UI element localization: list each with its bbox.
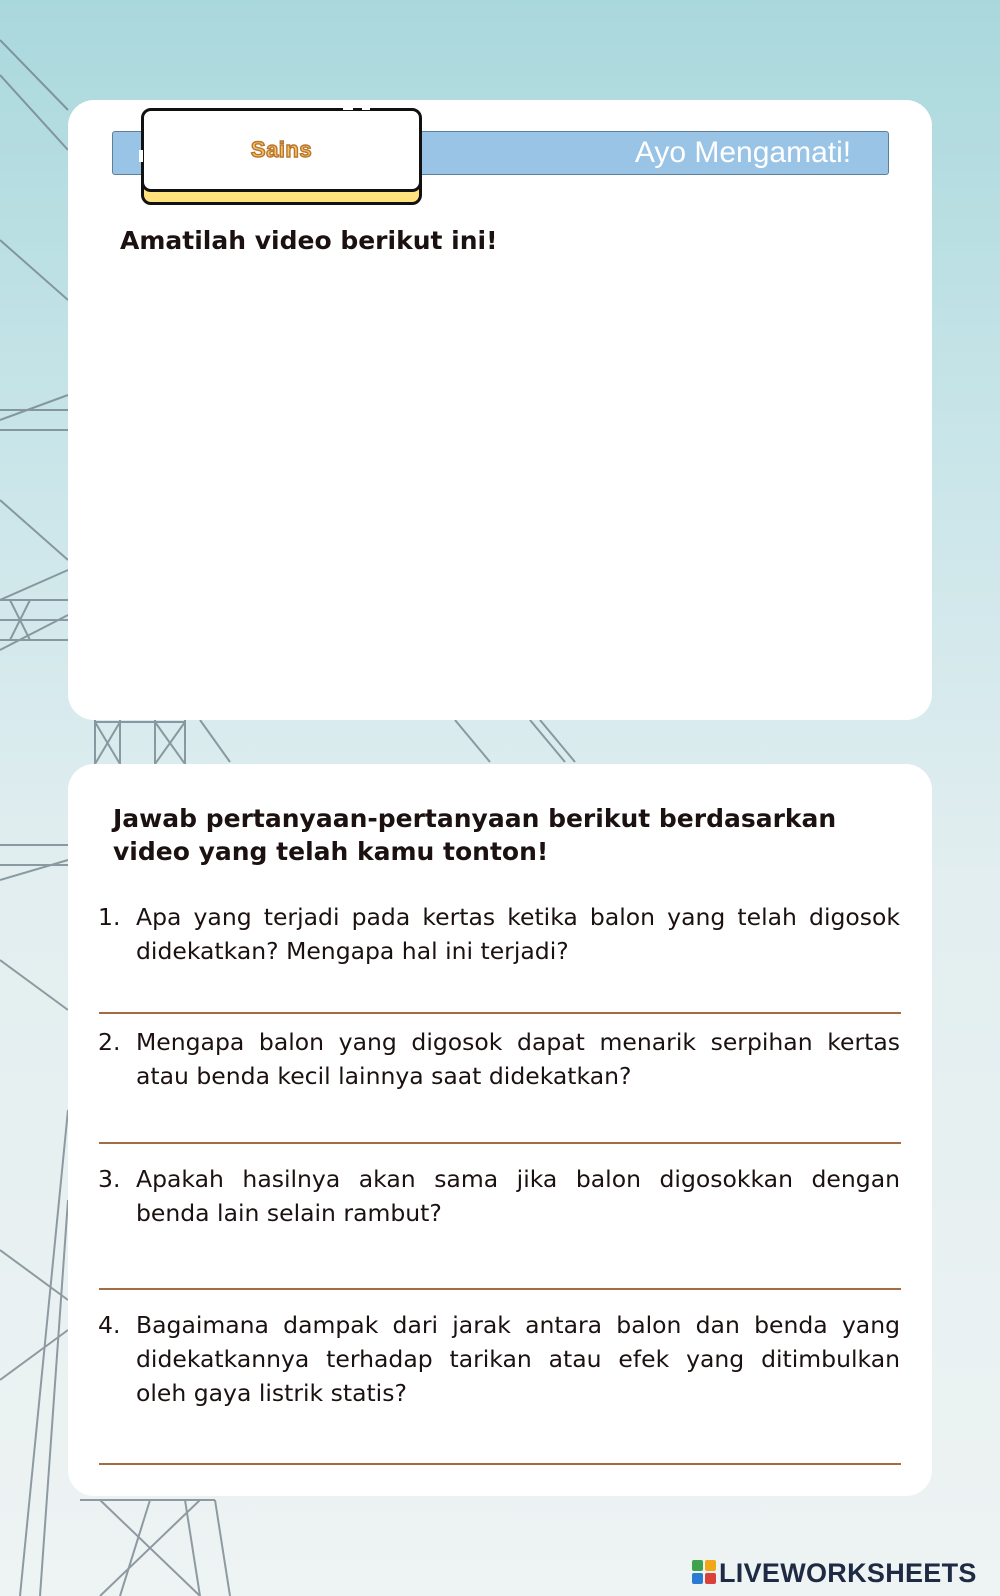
- brand-text: LIVEWORKSHEETS: [719, 1558, 977, 1588]
- question-number: 3.: [98, 1165, 121, 1193]
- question-item: [98, 900, 900, 968]
- tag-dash-decoration: [343, 106, 353, 110]
- liveworksheets-brand: [692, 1557, 992, 1589]
- question-item: [98, 1025, 900, 1093]
- answer-line[interactable]: [99, 1463, 901, 1465]
- tag-dash-decoration: [362, 106, 370, 110]
- question-text: Bagaimana dampak dari jarak antara balon dan benda yang didekatkannya terhadap tarikan atau efek yang ditimbulkan oleh gaya listrik statis?: [136, 1311, 900, 1407]
- question-item: [98, 1162, 900, 1230]
- answer-line[interactable]: [99, 1142, 901, 1144]
- banner-title: Ayo Mengamati!: [634, 136, 852, 169]
- question-text: Apa yang terjadi pada kertas ketika balon yang telah digosok didekatkan? Mengapa hal ini terjadi?: [136, 903, 900, 965]
- questions-instruction: Jawab pertanyaan-pertanyaan berikut berdasarkan video yang telah kamu tonton!: [113, 804, 837, 866]
- question-number: 2.: [98, 1028, 121, 1056]
- observe-instruction: Amatilah video berikut ini!: [120, 226, 498, 255]
- answer-line[interactable]: [99, 1012, 901, 1014]
- tag-dash-decoration: [139, 150, 143, 162]
- question-number: 4.: [98, 1311, 121, 1339]
- tag-dash-decoration: [185, 184, 197, 188]
- question-item: [98, 1308, 900, 1410]
- question-number: 1.: [98, 903, 121, 931]
- question-text: Apakah hasilnya akan sama jika balon digosokkan dengan benda lain selain rambut?: [136, 1165, 900, 1227]
- answer-line[interactable]: [99, 1288, 901, 1290]
- liveworksheets-logo-icon: [692, 1560, 716, 1584]
- subject-tag: [141, 108, 422, 192]
- subject-tag-label: Sains: [250, 137, 313, 162]
- question-text: Mengapa balon yang digosok dapat menarik serpihan kertas atau benda kecil lainnya saat didekatkan?: [136, 1028, 900, 1090]
